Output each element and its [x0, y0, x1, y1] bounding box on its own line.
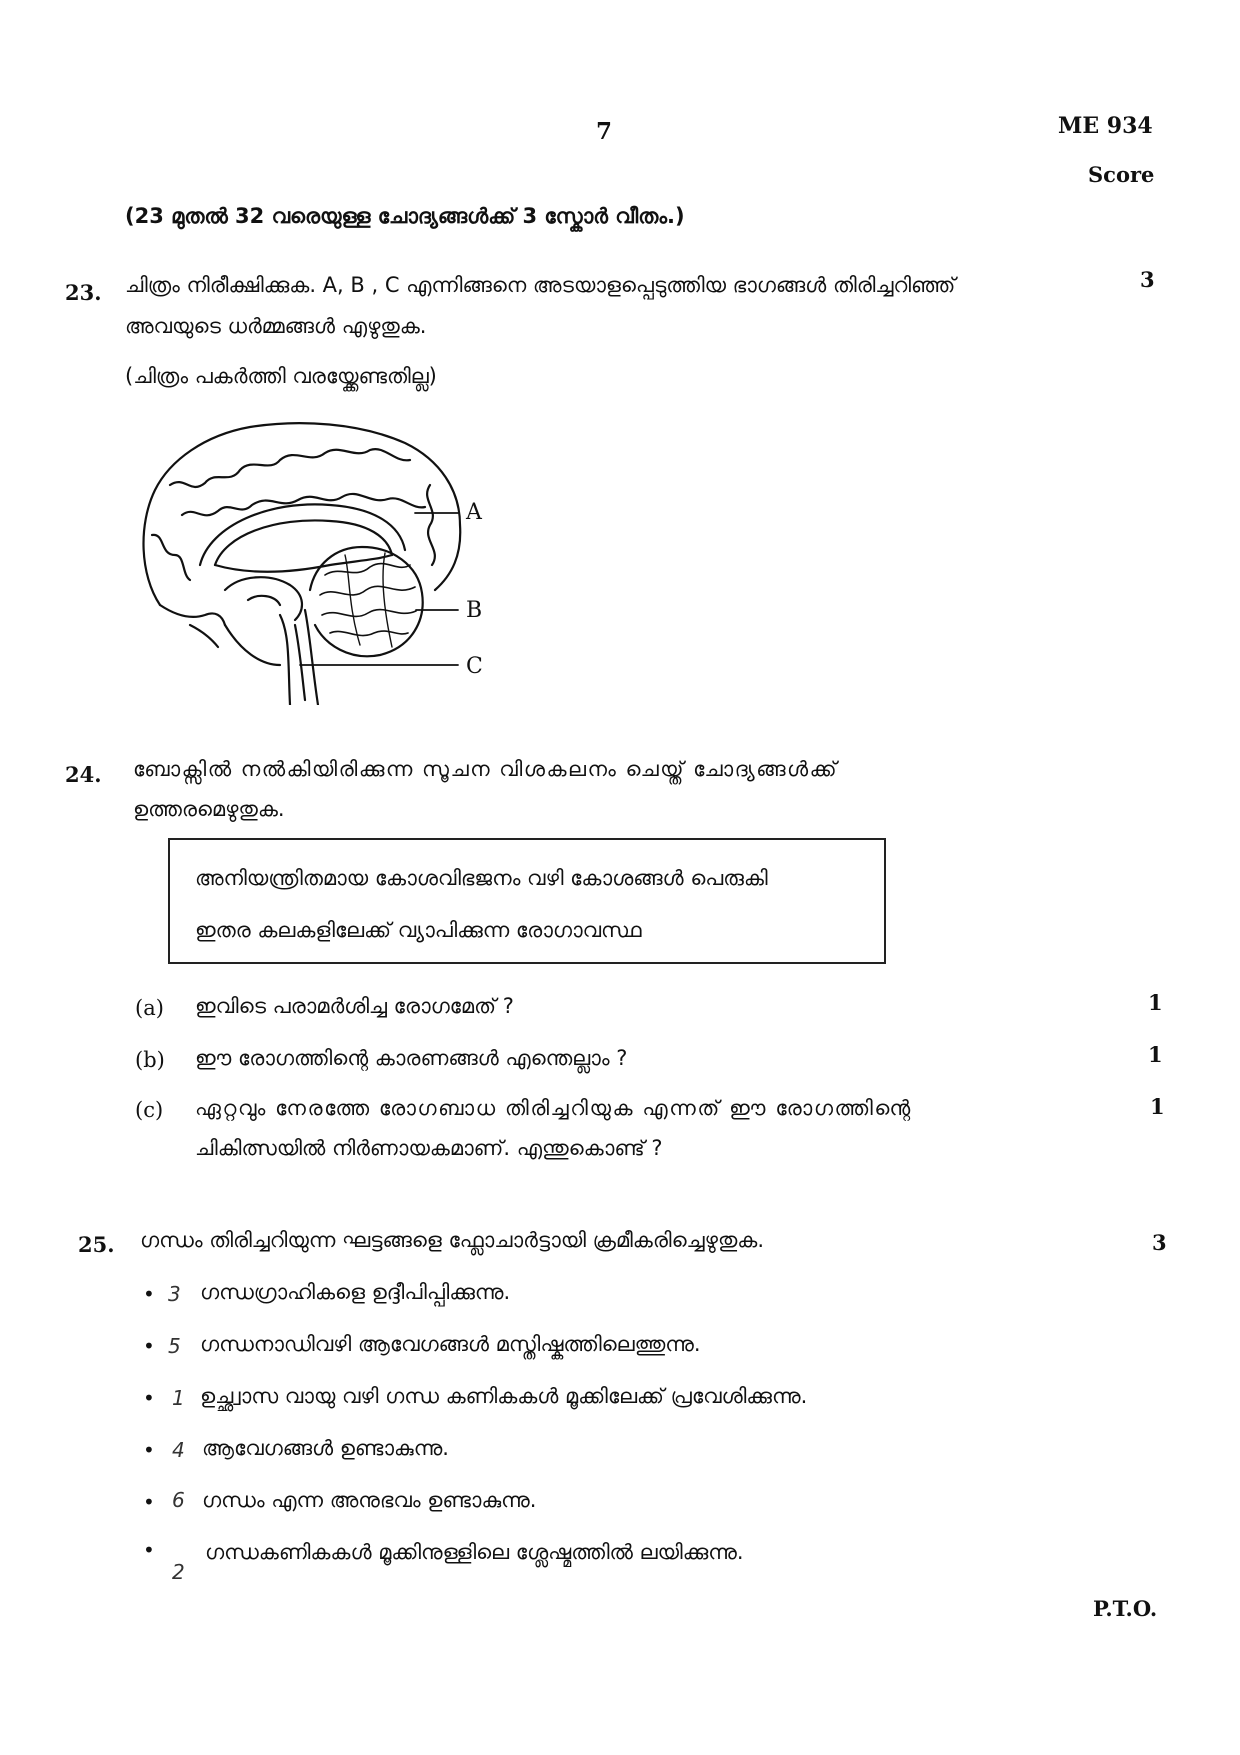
q25-score: 3	[1152, 1230, 1167, 1255]
question-number-23: 23.	[65, 280, 102, 305]
hint-box-line2: ഇതര കലകളിലേക്ക് വ്യാപിക്കുന്ന രോഗാവസ്ഥ	[195, 918, 642, 942]
label-b: B	[466, 598, 483, 623]
question-number-25: 25.	[78, 1232, 115, 1257]
q24b-score: 1	[1148, 1042, 1163, 1067]
flow-step-3: ഉച്ഛ്വാസ വായു വഴി ഗന്ധ കണികകൾ മൂക്കിലേക്ക് പ്രവേശിക്കുന്നു.	[200, 1384, 808, 1408]
q24c-text: ഏറ്റവും നേരത്തേ രോഗബാധ തിരിച്ചറിയുക എന്നത് ഈ രോഗത്തിന്റെ	[195, 1096, 912, 1120]
q24b-label: (b)	[135, 1048, 165, 1072]
q23-note: (ചിത്രം പകർത്തി വരയ്ക്കേണ്ടതില്ല)	[125, 364, 437, 388]
q24c-score: 1	[1150, 1094, 1165, 1119]
q24a-text: ഇവിടെ പരാമർശിച്ച രോഗമേത് ?	[195, 994, 514, 1018]
handwritten-mark-4: 4	[172, 1438, 185, 1462]
handwritten-mark-2: 5	[168, 1334, 181, 1358]
handwritten-mark-3: 1	[172, 1386, 185, 1410]
flow-step-4: ആവേഗങ്ങൾ ഉണ്ടാകുന്നു.	[202, 1436, 449, 1460]
q24c-label: (c)	[135, 1098, 164, 1122]
q23-score: 3	[1140, 267, 1155, 292]
bullet-6: •	[143, 1538, 155, 1562]
bullet-5: •	[143, 1490, 155, 1514]
section-instruction: (23 മുതൽ 32 വരെയുള്ള ചോദ്യങ്ങൾക്ക് 3 സ്കോർ വീതം.)	[125, 204, 685, 228]
score-heading: Score	[1088, 162, 1155, 187]
bullet-1: •	[143, 1282, 155, 1306]
bullet-2: •	[143, 1334, 155, 1358]
label-c: C	[466, 654, 483, 679]
handwritten-mark-6: 2	[172, 1560, 185, 1584]
paper-code: ME 934	[1058, 113, 1153, 139]
q24b-text: ഈ രോഗത്തിന്റെ കാരണങ്ങൾ എന്തെല്ലാം ?	[195, 1046, 628, 1070]
q24-line1: ബോക്സിൽ നൽകിയിരിക്കുന്ന സൂചന വിശകലനം ചെയ്ത് ചോദ്യങ്ങൾക്ക്	[133, 757, 839, 781]
q24a-score: 1	[1148, 990, 1163, 1015]
hint-box-line1: അനിയന്ത്രിതമായ കോശവിഭജനം വഴി കോശങ്ങൾ പെരുകി	[195, 866, 768, 890]
q24a-label: (a)	[135, 996, 164, 1020]
flow-step-1: ഗന്ധഗ്രാഹികളെ ഉദ്ദീപിപ്പിക്കുന്നു.	[200, 1280, 511, 1304]
label-a: A	[466, 500, 482, 525]
hint-box	[168, 838, 886, 964]
please-turn-over: P.T.O.	[1093, 1596, 1158, 1621]
bullet-3: •	[143, 1386, 155, 1410]
q23-line1: ചിത്രം നിരീക്ഷിക്കുക. A, B , C എന്നിങ്ങനെ അടയാളപ്പെടുത്തിയ ഭാഗങ്ങൾ തിരിച്ചറിഞ്ഞ്	[125, 273, 956, 297]
q23-line2: അവയുടെ ധർമ്മങ്ങൾ എഴുതുക.	[125, 314, 427, 338]
page-number: 7	[596, 118, 613, 145]
bullet-4: •	[143, 1438, 155, 1462]
flow-step-2: ഗന്ധനാഡിവഴി ആവേഗങ്ങൾ മസ്തിഷ്കത്തിലെത്തുന്നു.	[200, 1332, 701, 1356]
brain-diagram	[130, 415, 510, 705]
handwritten-mark-1: 3	[168, 1282, 181, 1306]
flow-step-6: ഗന്ധകണികകൾ മൂക്കിനുള്ളിലെ ശ്ലേഷ്മത്തിൽ ലയിക്കുന്നു.	[205, 1540, 744, 1564]
question-number-24: 24.	[65, 762, 102, 787]
q25-line1: ഗന്ധം തിരിച്ചറിയുന്ന ഘട്ടങ്ങളെ ഫ്ലോചാർട്ടായി ക്രമീകരിച്ചെഴുതുക.	[140, 1228, 765, 1252]
q24c-text2: ചികിത്സയിൽ നിർണായകമാണ്. എന്തുകൊണ്ട് ?	[195, 1136, 663, 1160]
handwritten-mark-5: 6	[172, 1488, 185, 1512]
q24-line2: ഉത്തരമെഴുതുക.	[133, 797, 285, 821]
flow-step-5: ഗന്ധം എന്ന അനുഭവം ഉണ്ടാകുന്നു.	[202, 1488, 537, 1512]
